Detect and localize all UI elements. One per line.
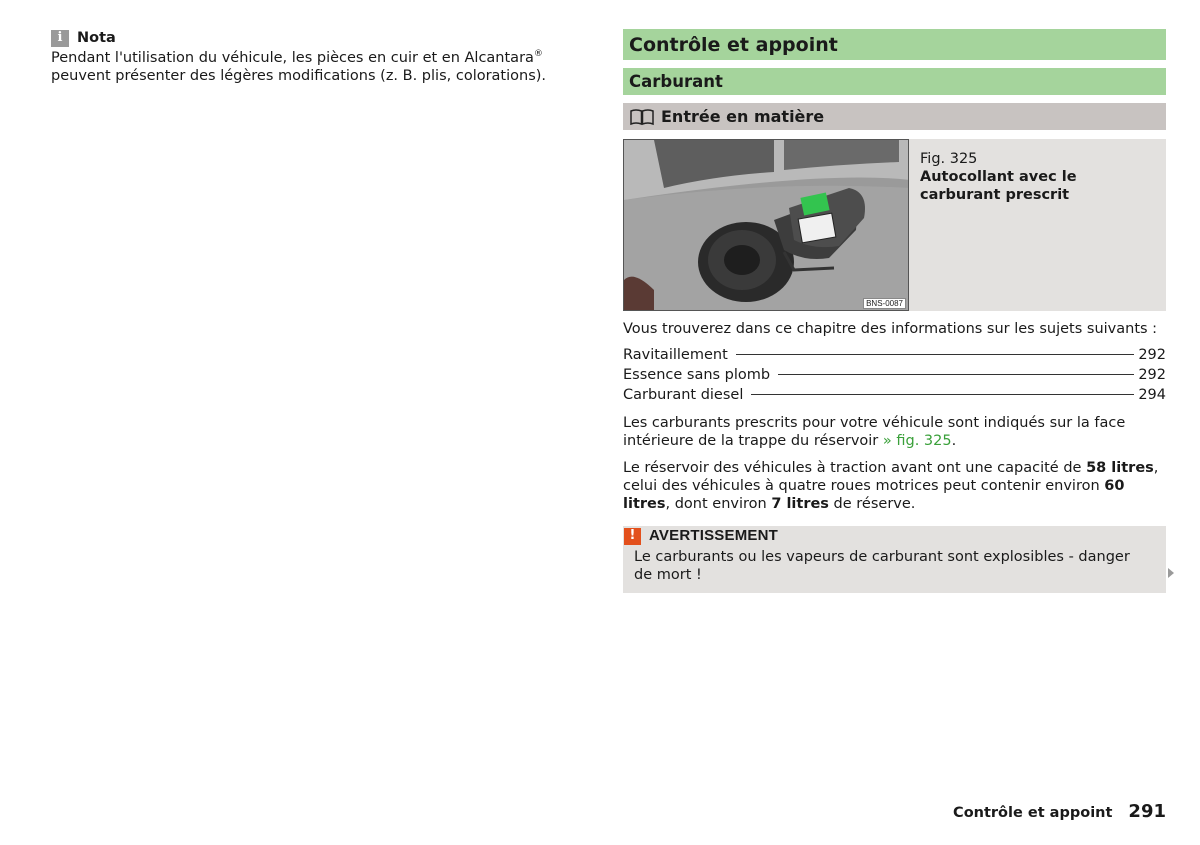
capacity-fwd: 58 litres xyxy=(1086,460,1154,476)
para1-end: . xyxy=(951,433,957,449)
toc-label: Ravitaillement xyxy=(623,347,728,363)
page-footer xyxy=(953,803,1166,822)
figure-number: Fig. 325 xyxy=(920,151,978,167)
note-header xyxy=(51,28,591,48)
toc-leader xyxy=(778,374,1134,375)
note-text xyxy=(51,49,591,85)
para1-text: Les carburants prescrits pour votre véhicule sont indiqués sur la face intérieure de la trappe du réservoir xyxy=(623,415,1126,449)
section-heading xyxy=(623,29,1166,60)
figure-caption xyxy=(920,150,1160,204)
tank-capacity-paragraph xyxy=(623,459,1166,513)
info-icon: i xyxy=(51,30,69,47)
note-text-b: peuvent présenter des légères modifications (z. B. plis, colorations). xyxy=(51,68,547,84)
capacity-4x4: 60 litres xyxy=(623,478,1125,512)
figure-reference-link[interactable]: » fig. 325 xyxy=(882,433,952,449)
toc-label: Essence sans plomb xyxy=(623,367,771,383)
warning-title: AVERTISSEMENT xyxy=(649,527,779,544)
figure-code: BNS-0087 xyxy=(863,298,906,309)
toc-entry[interactable] xyxy=(623,366,1166,386)
note-text-a: Pendant l'utilisation du véhicule, les pièces en cuir et en Alcantara xyxy=(51,50,534,66)
toc-page: 292 xyxy=(1138,347,1166,363)
warning-box xyxy=(623,526,1166,593)
continue-arrow-icon xyxy=(1168,568,1174,578)
reserve-capacity: 7 litres xyxy=(771,496,829,512)
toc-leader xyxy=(751,394,1134,395)
registered-mark: ® xyxy=(533,49,543,60)
section-heading-text: Contrôle et appoint xyxy=(629,33,838,56)
toc-leader xyxy=(736,354,1135,355)
topic-heading xyxy=(623,103,1166,130)
figure-title: Autocollant avec le carburant prescrit xyxy=(920,169,1077,203)
para2-text-4: de réserve. xyxy=(828,496,916,512)
toc-label: Carburant diesel xyxy=(623,387,744,403)
para2-text-2: , celui des véhicules à quatre roues motrices peut contenir environ xyxy=(623,460,1159,494)
toc-page: 294 xyxy=(1138,387,1166,403)
toc-entry[interactable] xyxy=(623,346,1166,366)
intro-text: Vous trouverez dans ce chapitre des informations sur les sujets suivants : xyxy=(623,321,1158,337)
warning-text: Le carburants ou les vapeurs de carburant sont explosibles - danger de mort ! xyxy=(634,549,1130,583)
topic-heading-text: Entrée en matière xyxy=(661,106,825,126)
warning-header xyxy=(624,527,778,545)
footer-title: Contrôle et appoint xyxy=(953,805,1113,821)
note-block xyxy=(51,28,591,85)
exclamation-icon: ! xyxy=(624,528,641,545)
figure-panel xyxy=(623,139,1166,311)
para2-text-1: Le réservoir des véhicules à traction avant ont une capacité de xyxy=(623,460,1087,476)
page-number: 291 xyxy=(1128,801,1166,822)
toc-page: 292 xyxy=(1138,367,1166,383)
subsection-heading-text: Carburant xyxy=(629,71,723,91)
fuel-flap-illustration xyxy=(624,140,909,311)
note-title: Nota xyxy=(77,30,116,46)
subsection-heading xyxy=(623,68,1166,95)
book-icon xyxy=(629,108,655,126)
toc-entry[interactable] xyxy=(623,386,1166,406)
fuel-flap-photo xyxy=(623,139,909,311)
fuel-sticker-paragraph xyxy=(623,414,1166,450)
para2-text-3: , dont environ xyxy=(665,496,772,512)
